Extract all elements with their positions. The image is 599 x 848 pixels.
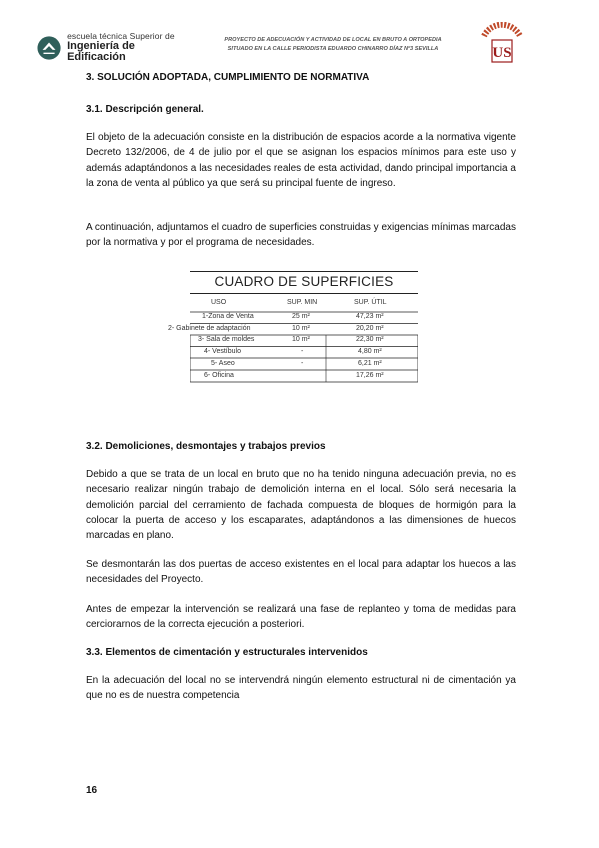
table-cell-util: 20,20 m² [356,324,384,332]
section-3-2-title: 3.2. Demoliciones, desmontajes y trabajos previos [86,441,326,452]
section-3-1-title: 3.1. Descripción general. [86,104,204,115]
school-emblem-icon [37,35,61,61]
project-header [198,36,468,53]
page-number: 16 [86,785,98,796]
section-3-1-paragraph-2: A continuación, adjuntamos el cuadro de superficies construidas y exigencias mínimas marcadas por la normativa y por el programa de necesidades. [86,222,516,249]
section-3-2-paragraph-1: Debido a que se trata de un local en bruto que no ha tenido ninguna adecuación previa, no es necesario realizar ningún trabajo de demolición interna en el local. Sólo será necesaria la demolición parcial del cerramiento de fachada compuesta de bloques de hormigón para la colocar la puerta de acceso y los escaparates, adaptándonos a las dimensiones de huecos marcadas en plano. [86,469,516,542]
section-3-1-paragraph-1: El objeto de la adecuación consiste en la distribución de espacios acorde a la normativa vigente Decreto 132/2006, de 4 de julio por el que se asignan los espacios mínimos para este uso y además adaptándonos a las necesidades reales de esta actividad, dando principal importancia a la zona de venta al público ya que será su principal fuente de ingreso. [86,132,516,189]
table-header-uso: USO [211,299,227,306]
school-name-line2: Ingeniería de Edificación [67,39,135,64]
project-title-line2: SITUADO EN LA CALLE PERIODISTA EDUARDO CHINARRO DÍAZ Nº3 SEVILLA [227,45,439,52]
table-cell-uso: 5- Aseo [211,359,235,367]
school-logo [37,33,187,63]
table-cell-util: 4,80 m² [358,347,382,355]
table-cell-min: 25 m² [292,313,310,320]
section-3-3-paragraph-1: En la adecuación del local no se intervendrá ningún elemento estructural ni de cimentación ya que no es de nuestra competencia [86,675,516,702]
table-cell-uso: 1-Zona de Venta [202,313,254,320]
svg-text:US: US [492,45,512,61]
section-3-2-paragraph-2: Se desmontarán las dos puertas de acceso existentes en el local para adaptar los huecos a las necesidades del Proyecto. [86,559,516,586]
table-header-sup-util: SUP. ÚTIL [354,299,387,306]
table-cell-min: 10 m² [292,324,310,332]
table-cell-util: 22,30 m² [356,336,384,343]
university-seal-icon [476,22,528,70]
section-3-title: 3. SOLUCIÓN ADOPTADA, CUMPLIMIENTO DE NORMATIVA [86,72,370,83]
table-cell-util: 47,23 m² [356,313,384,320]
table-title: CUADRO DE SUPERFICIES [214,274,394,289]
surfaces-table [168,271,418,387]
table-header-sup-min: SUP. MIN [287,299,318,306]
project-title-line1: PROYECTO DE ADECUACIÓN Y ACTIVIDAD DE LOCAL EN BRUTO A ORTOPEDIA [224,37,442,43]
school-name-line1: escuela técnica Superior de [67,31,175,41]
section-3-3-title: 3.3. Elementos de cimentación y estructurales intervenidos [86,647,368,658]
table-cell-util: 17,26 m² [356,371,384,379]
table-cell-min: - [301,359,304,367]
table-cell-uso: 3- Sala de moldes [198,336,255,343]
table-cell-uso: 6- Oficina [204,371,234,379]
table-cell-util: 6,21 m² [358,359,382,367]
section-3-2-paragraph-3: Antes de empezar la intervención se realizará una fase de replanteo y toma de medidas para cerciorarnos de la correcta ejecución a posteriori. [86,604,516,631]
table-cell-min: - [301,347,304,355]
table-cell-uso: 2- Gabinete de adaptación [168,324,251,332]
table-cell-uso: 4- Vestíbulo [204,347,241,355]
table-cell-min: 10 m² [292,336,310,343]
